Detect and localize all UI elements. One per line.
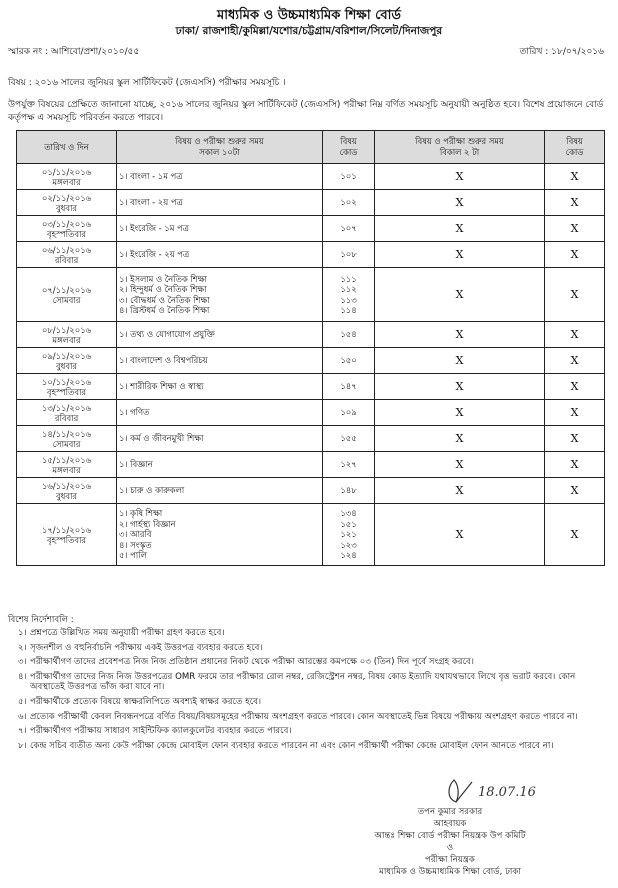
signatory-block [300, 806, 600, 878]
afternoon-subject-cell: X [375, 322, 545, 348]
table-header-row [17, 131, 605, 164]
afternoon-code-cell: X [545, 216, 605, 242]
table-row [17, 400, 605, 426]
instruction-item: ২। সৃজনশীল ও বহুনির্বাচনি পরীক্ষায় একই উত্তরপত্র ব্যবহার করতে হবে। [18, 642, 263, 653]
morning-code-cell: ১০৭ [323, 216, 375, 242]
afternoon-subject-cell: X [375, 242, 545, 268]
instruction-item: ৪। পরীক্ষার্থীগণ তাদের নিজ নিজ উত্তরপত্রের OMR ফরমে তার পরীক্ষার রোল নম্বর, রেজিস্ট্রেশন নম্বর, বিষয় কোড ইত্যাদি যথাযথভাবে লিখে বৃত্ত ভরাট করবে। কোন অবস্থাতেই উত্তরপত্র ভাঁজ করা যাবে না। [18, 671, 576, 693]
table-row [17, 504, 605, 566]
instruction-item: ৭। পরীক্ষার্থীগণ পরীক্ষায় সাধারণ সাইন্টিফিক ক্যালকুলেটর ব্যবহার করতে পারবে। [18, 726, 292, 737]
morning-code-cell: ১৪৮ [323, 478, 375, 504]
handwritten-signature [438, 776, 558, 806]
morning-code-cell: ১০১ [323, 164, 375, 190]
afternoon-code-cell: X [545, 322, 605, 348]
memo-number: স্মারক নং : আশিবো/প্রশা/২০১০/৫৫ [8, 47, 140, 57]
afternoon-code-cell: X [545, 348, 605, 374]
afternoon-subject-cell: X [375, 478, 545, 504]
afternoon-subject-cell: X [375, 426, 545, 452]
header-date-day: তারিখ ও দিন [17, 131, 117, 164]
morning-subject-cell: ১। গণিত [117, 400, 323, 426]
table-row [17, 268, 605, 322]
date-cell: ০২/১১/২০১৬ বুধবার [17, 190, 117, 216]
special-instructions [8, 613, 608, 755]
date-cell: ০৬/১১/২০১৬ রবিবার [17, 242, 117, 268]
afternoon-code-cell: X [545, 374, 605, 400]
morning-code-cell: ১২৭ [323, 452, 375, 478]
morning-subject-cell: ১। চারু ও কারুকলা [117, 478, 323, 504]
table-row [17, 452, 605, 478]
morning-subject-cell: ১। কর্ম ও জীবনমুখী শিক্ষা [117, 426, 323, 452]
board-title: মাধ্যমিক ও উচ্চমাধ্যমিক শিক্ষা বোর্ড [217, 8, 401, 23]
afternoon-code-cell: X [545, 478, 605, 504]
header-afternoon: বিষয় ও পরীক্ষা শুরুর সময় বিকাল ২ টা [375, 131, 545, 164]
board-cities: ঢাকা/ রাজশাহী/কুমিল্লা/যশোর/চট্টগ্রাম/বরিশাল/সিলেট/দিনাজপুর [175, 25, 443, 37]
instruction-item: ১। প্রশ্নপত্রে উল্লিখিত সময় অনুযায়ী পরীক্ষা গ্রহণ করতে হবে। [18, 628, 225, 638]
afternoon-subject-cell: X [375, 374, 545, 400]
morning-code-cell: ১৫৪ [323, 322, 375, 348]
table-row [17, 164, 605, 190]
instruction-item: ৬। প্রত্যেক পরীক্ষার্থী কেবল নিবন্ধনপত্রে বর্ণিত বিষয়/বিষয়সমূহের পরীক্ষায় অংশগ্রহণ করতে পারবে। কোন অবস্থাতেই ভিন্ন বিষয়ে পরীক্ষায় অংশগ্রহণ করতে পারবে না। [18, 711, 578, 722]
morning-code-cell: ১০৯ [323, 400, 375, 426]
header-code: বিষয় কোড [323, 131, 375, 164]
afternoon-subject-cell: X [375, 452, 545, 478]
instruction-item: ৩। পরীক্ষার্থীগণ তাদের প্রবেশপত্র নিজ নিজ প্রতিষ্ঠান প্রধানের নিকট থেকে পরীক্ষা আরম্ভের কমপক্ষে ০৩ (তিন) দিন পূর্বে সংগ্রহ করবে। [18, 657, 474, 668]
date-cell: ১০/১১/২০১৬ বৃহস্পতিবার [17, 374, 117, 400]
signatory-role1: আহবায়ক [433, 819, 467, 829]
afternoon-subject-cell: X [375, 268, 545, 322]
afternoon-subject-cell: X [375, 400, 545, 426]
notes-heading: বিশেষ নির্দেশাবলি : [8, 615, 74, 625]
date-cell: ১৭/১১/২০১৬ বৃহস্পতিবার [17, 504, 117, 566]
intro-paragraph: উপর্যুক্ত বিষয়ের প্রেক্ষিতে জানানো যাচ্ছে, ২০১৬ সালের জুনিয়র স্কুল সার্টিফিকেট (জেএসসি) পরীক্ষা নিম্ন বর্ণিত সময়সূচি অনুযায়ী অনুষ্ঠিত হবে। বিশেষ প্রয়োজনে বোর্ড কর্তৃপক্ষ এ সময়সূচি পরিবর্তন করতে পারবে। [8, 100, 604, 123]
afternoon-subject-cell: X [375, 164, 545, 190]
instruction-item: ৮। কেন্দ্র সচিব ব্যতীত অন্য কেউ পরীক্ষা কেন্দ্রে মোবাইল ফোন ব্যবহার করতে পারবেন না এবং কোন পরীক্ষার্থী পরীক্ষা কেন্দ্রে মোবাইল ফোন আনতে পারবে না। [18, 740, 554, 751]
header-morning: বিষয় ও পরীক্ষা শুরুর সময় সকাল ১০টা [117, 131, 323, 164]
morning-subject-cell: ১। বাংলা - ২য় পত্র [117, 190, 323, 216]
afternoon-code-cell: X [545, 242, 605, 268]
table-row [17, 216, 605, 242]
afternoon-subject-cell: X [375, 504, 545, 566]
morning-subject-cell: ১। কৃষি শিক্ষা ২। গার্হস্থ্য বিজ্ঞান ৩। আরবি ৪। সংস্কৃত ৫। পালি [117, 504, 323, 566]
morning-code-cell: ১০২ [323, 190, 375, 216]
date-cell: ১৫/১১/২০১৬ মঙ্গলবার [17, 452, 117, 478]
issue-date: তারিখ : ১৮/০৭/২০১৬ [519, 47, 604, 57]
exam-schedule-table [16, 130, 605, 566]
morning-subject-cell: ১। ইংরেজি - ২য় পত্র [117, 242, 323, 268]
morning-code-cell: ১৩৪ ১৫১ ১২১ ১২৩ ১২৪ [323, 504, 375, 566]
signature-date: 18.07.16 [478, 785, 536, 800]
date-cell: ১৩/১১/২০১৬ রবিবার [17, 400, 117, 426]
table-row [17, 348, 605, 374]
morning-subject-cell: ১। ইসলাম ও নৈতিক শিক্ষা ২। হিন্দুধর্ম ও নৈতিক শিক্ষা ৩। বৌদ্ধধর্ম ও নৈতিক শিক্ষা ৪। খ্রিস্টধর্ম ও নৈতিক শিক্ষা [117, 268, 323, 322]
morning-subject-cell: ১। বিজ্ঞান [117, 452, 323, 478]
afternoon-subject-cell: X [375, 348, 545, 374]
date-cell: ১৪/১১/২০১৬ সোমবার [17, 426, 117, 452]
subject-line: বিষয় : ২০১৬ সালের জুনিয়র স্কুল সার্টিফিকেট (জেএসসি) পরীক্ষার সময়সূচি । [8, 78, 286, 88]
date-cell: ০৮/১১/২০১৬ মঙ্গলবার [17, 322, 117, 348]
morning-subject-cell: ১। তথ্য ও যোগাযোগ প্রযুক্তি [117, 322, 323, 348]
date-cell: ১৬/১১/২০১৬ বুধবার [17, 478, 117, 504]
signatory-role4: মাধ্যমিক ও উচ্চমাধ্যমিক শিক্ষা বোর্ড, ঢাকা [379, 867, 521, 877]
afternoon-code-cell: X [545, 504, 605, 566]
signatory-role3: পরীক্ষা নিয়ন্ত্রক [425, 855, 475, 865]
date-cell: ০৯/১১/২০১৬ বুধবার [17, 348, 117, 374]
afternoon-code-cell: X [545, 452, 605, 478]
afternoon-code-cell: X [545, 268, 605, 322]
signatory-name: তপন কুমার সরকার [417, 807, 483, 817]
afternoon-subject-cell: X [375, 216, 545, 242]
morning-code-cell: ১৪৭ [323, 374, 375, 400]
date-cell: ০১/১১/২০১৬ মঙ্গলবার [17, 164, 117, 190]
signatory-role2: আন্তঃ শিক্ষা বোর্ড পরীক্ষা নিয়ন্ত্রক উপ কমিটি [374, 831, 526, 841]
afternoon-code-cell: X [545, 426, 605, 452]
table-row [17, 190, 605, 216]
morning-subject-cell: ১। শারীরিক শিক্ষা ও স্বাস্থ্য [117, 374, 323, 400]
signatory-and: ও [446, 843, 454, 853]
afternoon-code-cell: X [545, 190, 605, 216]
table-row [17, 478, 605, 504]
table-row [17, 374, 605, 400]
morning-subject-cell: ১। ইংরেজি - ১ম পত্র [117, 216, 323, 242]
date-cell: ০৩/১১/২০১৬ বৃহস্পতিবার [17, 216, 117, 242]
morning-subject-cell: ১। বাংলা - ১ম পত্র [117, 164, 323, 190]
table-row [17, 426, 605, 452]
morning-code-cell: ১৫০ [323, 348, 375, 374]
instruction-item: ৫। পরীক্ষার্থীকে প্রত্যেক বিষয়ে স্বাক্ষরলিপিতে অবশ্যই স্বাক্ষর করতে হবে। [18, 696, 262, 707]
header-code-afternoon: বিষয় কোড [545, 131, 605, 164]
morning-subject-cell: ১। বাংলাদেশ ও বিশ্বপরিচয় [117, 348, 323, 374]
morning-code-cell: ১১১ ১১২ ১১৩ ১১৪ [323, 268, 375, 322]
date-cell: ০৭/১১/২০১৬ সোমবার [17, 268, 117, 322]
afternoon-code-cell: X [545, 164, 605, 190]
table-row [17, 322, 605, 348]
afternoon-code-cell: X [545, 400, 605, 426]
table-row [17, 242, 605, 268]
morning-code-cell: ১৫৫ [323, 426, 375, 452]
morning-code-cell: ১০৮ [323, 242, 375, 268]
afternoon-subject-cell: X [375, 190, 545, 216]
